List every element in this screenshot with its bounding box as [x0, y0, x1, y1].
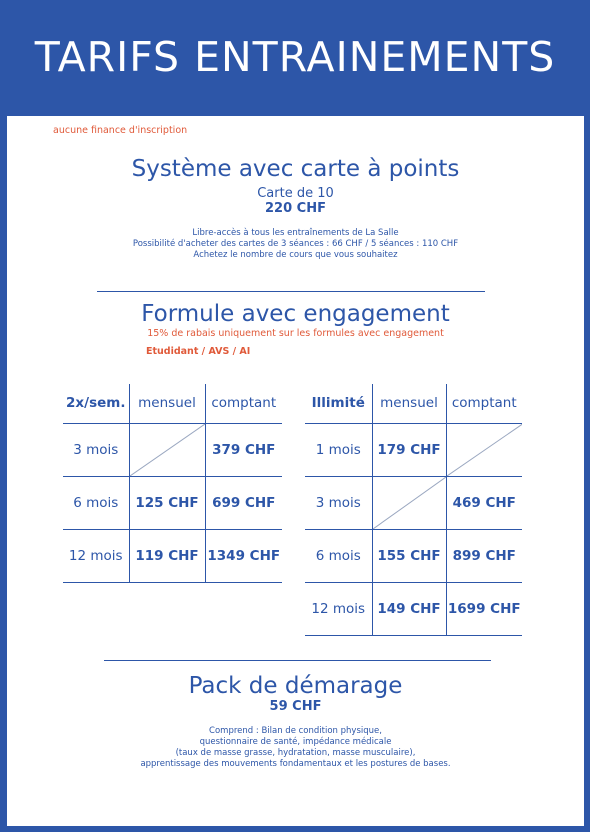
eligible-note: Etudidant / AVS / AI [146, 346, 251, 357]
table-row [305, 423, 522, 476]
table-2x-sem [63, 384, 282, 583]
pack-section [7, 673, 584, 770]
inscription-note: aucune finance d'inscription [53, 125, 188, 136]
price-cell: 899 CHF [446, 529, 522, 582]
carte-subtitle: Carte de 10 [257, 186, 334, 201]
price-cell: 469 CHF [446, 476, 522, 529]
divider [97, 291, 485, 292]
pack-line: (taux de masse grasse, hydratation, masse musculaire), [175, 748, 416, 758]
table-header-row [305, 384, 522, 423]
duration-cell: 6 mois [305, 529, 372, 582]
header-cell: mensuel [372, 384, 446, 423]
table-row [63, 423, 282, 476]
table-row [305, 582, 522, 635]
price-cell: 119 CHF [129, 529, 205, 582]
table-row [305, 476, 522, 529]
price-cell: 125 CHF [129, 476, 205, 529]
page-header [0, 0, 590, 116]
carte-title: Système avec carte à points [131, 156, 460, 182]
price-cell: 379 CHF [205, 423, 282, 476]
pack-line: questionnaire de santé, impédance médicale [199, 737, 392, 747]
duration-cell: 6 mois [63, 476, 129, 529]
table-row [63, 476, 282, 529]
diagonal-line [373, 477, 446, 529]
duration-cell: 12 mois [305, 582, 372, 635]
table-row [63, 529, 282, 582]
duration-cell: 12 mois [63, 529, 129, 582]
empty-cell [129, 423, 205, 476]
pack-line: apprentissage des mouvements fondamentaux et les postures de bases. [140, 759, 451, 769]
diagonal-line [447, 424, 523, 476]
header-cell: comptant [446, 384, 522, 423]
table-illimite [305, 384, 522, 636]
header-cell: 2x/sem. [63, 384, 129, 423]
pack-title: Pack de démarage [188, 673, 403, 699]
price-cell: 1349 CHF [205, 529, 282, 582]
table-row [305, 529, 522, 582]
carte-price: 220 CHF [265, 201, 326, 216]
duration-cell: 3 mois [63, 423, 129, 476]
header-cell: mensuel [129, 384, 205, 423]
duration-cell: 1 mois [305, 423, 372, 476]
empty-cell [372, 476, 446, 529]
price-cell: 699 CHF [205, 476, 282, 529]
price-cell: 155 CHF [372, 529, 446, 582]
price-cell: 1699 CHF [446, 582, 522, 635]
discount-note: 15% de rabais uniquement sur les formules avec engagement [147, 328, 444, 339]
engagement-section [7, 301, 584, 339]
pack-line: Comprend : Bilan de condition physique, [209, 726, 382, 736]
page-title: TARIFS ENTRAINEMENTS [34, 33, 556, 81]
carte-line: Libre-accès à tous les entraînements de La Salle [192, 228, 399, 238]
header-cell: Illimité [305, 384, 372, 423]
carte-line: Achetez le nombre de cours que vous souhaitez [193, 250, 398, 260]
content-panel [7, 116, 584, 826]
price-cell: 179 CHF [372, 423, 446, 476]
duration-cell: 3 mois [305, 476, 372, 529]
diagonal-line [130, 424, 205, 476]
engagement-title: Formule avec engagement [141, 301, 450, 327]
header-cell: comptant [205, 384, 282, 423]
divider [104, 660, 491, 661]
pack-price: 59 CHF [269, 699, 322, 714]
price-cell: 149 CHF [372, 582, 446, 635]
table-header-row [63, 384, 282, 423]
empty-cell [446, 423, 522, 476]
carte-line: Possibilité d'acheter des cartes de 3 séances : 66 CHF / 5 séances : 110 CHF [132, 239, 459, 249]
carte-section [7, 156, 584, 261]
